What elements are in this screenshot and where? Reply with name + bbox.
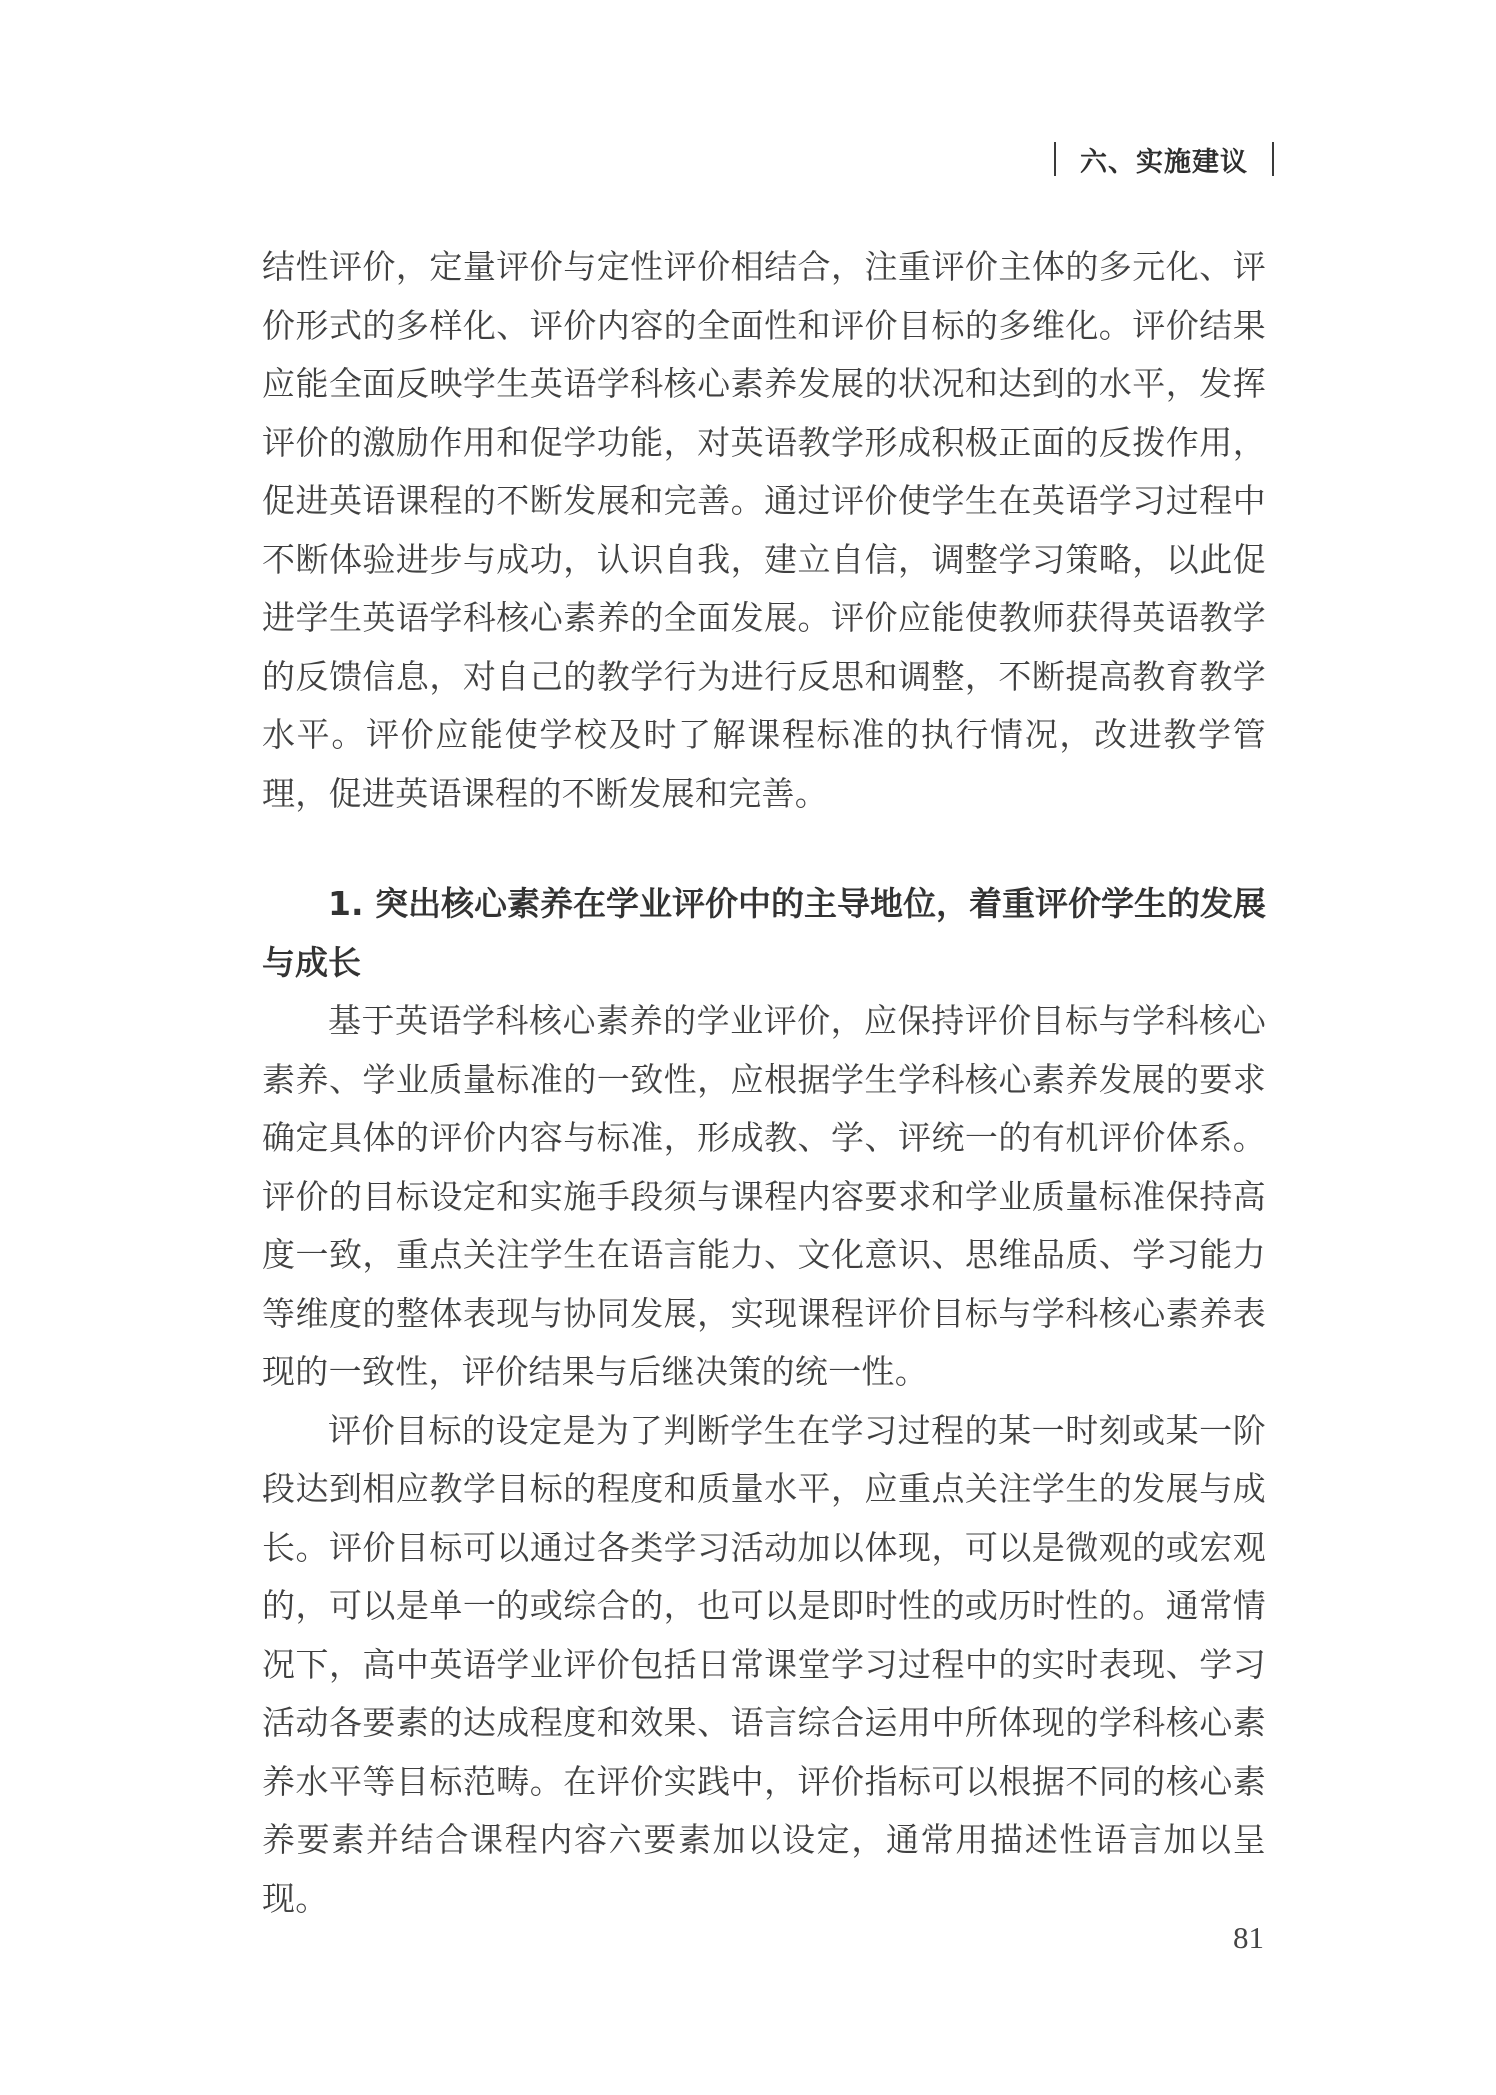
page-body [262, 238, 1266, 1928]
header-right-rule [1272, 142, 1274, 176]
paragraph: 基于英语学科核心素养的学业评价，应保持评价目标与学科核心素养、学业质量标准的一致性，应根据学生学科核心素养发展的要求确定具体的评价内容与标准，形成教、学、评统一的有机评价体系。评价的目标设定和实施手段须与课程内容要求和学业质量标准保持高度一致，重点关注学生在语言能力、文化意识、思维品质、学习能力等维度的整体表现与协同发展，实现课程评价目标与学科核心素养表现的一致性，评价结果与后继决策的统一性。 [262, 1001, 1266, 1391]
page-number: 81 [1233, 1920, 1264, 1955]
section-heading: 1. 突出核心素养在学业评价中的主导地位，着重评价学生的发展与成长 [262, 884, 1266, 982]
paragraph: 评价目标的设定是为了判断学生在学习过程的某一时刻或某一阶段达到相应教学目标的程度和质量水平，应重点关注学生的发展与成长。评价目标可以通过各类学习活动加以体现，可以是微观的或宏观的，可以是单一的或综合的，也可以是即时性的或历时性的。通常情况下，高中英语学业评价包括日常课堂学习过程中的实时表现、学习活动各要素的达成程度和效果、语言综合运用中所体现的学科核心素养水平等目标范畴。在评价实践中，评价指标可以根据不同的核心素养要素并结合课程内容六要素加以设定，通常用描述性语言加以呈现。 [262, 1410, 1266, 1918]
section-title: 六、实施建议 [1080, 146, 1248, 178]
paragraph-continued: 结性评价，定量评价与定性评价相结合，注重评价主体的多元化、评价形式的多样化、评价内容的全面性和评价目标的多维化。评价结果应能全面反映学生英语学科核心素养发展的状况和达到的水平，发挥评价的激励作用和促学功能，对英语教学形成积极正面的反拨作用，促进英语课程的不断发展和完善。通过评价使学生在英语学习过程中不断体验进步与成功，认识自我，建立自信，调整学习策略，以此促进学生英语学科核心素养的全面发展。评价应能使教师获得英语教学的反馈信息，对自己的教学行为进行反思和调整，不断提高教育教学水平。评价应能使学校及时了解课程标准的执行情况，改进教学管理，促进英语课程的不断发展和完善。 [262, 247, 1266, 813]
header-left-rule [1054, 142, 1056, 176]
running-header [1054, 138, 1274, 180]
